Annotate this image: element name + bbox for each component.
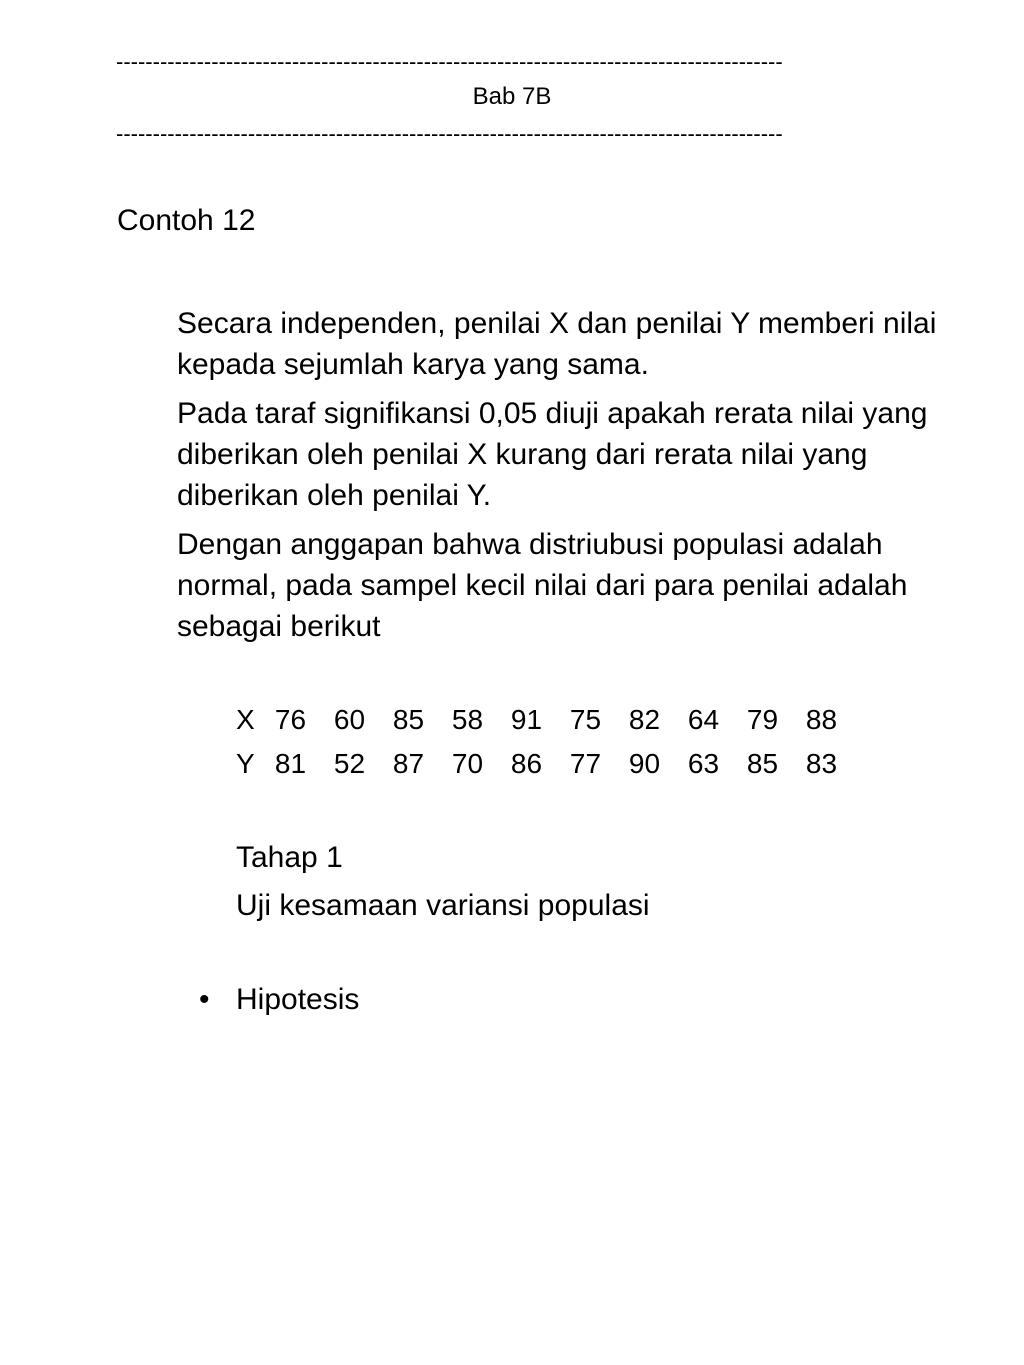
table-cell: 52 bbox=[333, 748, 366, 779]
paragraph-2: Pada taraf signifikansi 0,05 diuji apakah rerata nilai yang diberikan oleh penilai X kurang dari rerata nilai yang diberikan oleh penilai Y. bbox=[177, 397, 928, 512]
table-row-x bbox=[232, 698, 851, 742]
stage-title: Tahap 1 bbox=[236, 841, 343, 874]
table-cell: 75 bbox=[569, 704, 602, 735]
bullet-icon: • bbox=[199, 983, 210, 1016]
table-cell: 87 bbox=[392, 748, 425, 779]
row-label: X bbox=[236, 704, 255, 735]
table-cell: 85 bbox=[746, 748, 779, 779]
table-cell: 83 bbox=[805, 748, 838, 779]
table-cell: 70 bbox=[451, 748, 484, 779]
score-table bbox=[232, 698, 851, 786]
header-title: Bab 7B bbox=[472, 83, 552, 110]
paragraph-1: Secara independen, penilai X dan penilai Y memberi nilai kepada sejumlah karya yang sama. bbox=[177, 307, 937, 381]
table-cell: 58 bbox=[451, 704, 484, 735]
table-cell: 90 bbox=[628, 748, 661, 779]
table-cell: 85 bbox=[392, 704, 425, 735]
header-rule-top: ------------------------------------------------------------------------------------------- bbox=[116, 50, 783, 74]
bullet-item bbox=[199, 980, 359, 1020]
bullet-item-label: Hipotesis bbox=[236, 983, 360, 1016]
stage-subtitle: Uji kesamaan variansi populasi bbox=[236, 889, 650, 922]
table-cell: 77 bbox=[569, 748, 602, 779]
table-cell: 79 bbox=[746, 704, 779, 735]
problem-statement bbox=[177, 303, 967, 655]
table-cell: 76 bbox=[274, 704, 307, 735]
table-cell: 64 bbox=[687, 704, 720, 735]
table-row-y bbox=[232, 742, 851, 786]
table-cell: 60 bbox=[333, 704, 366, 735]
table-cell: 86 bbox=[510, 748, 543, 779]
stage-block bbox=[236, 834, 650, 930]
paragraph-3: Dengan anggapan bahwa distriubusi populasi adalah normal, pada sampel kecil nilai dari para penilai adalah sebagai berikut bbox=[177, 528, 908, 643]
row-label: Y bbox=[236, 748, 255, 779]
table-cell: 63 bbox=[687, 748, 720, 779]
table-cell: 88 bbox=[805, 704, 838, 735]
table-cell: 91 bbox=[510, 704, 543, 735]
example-title: Contoh 12 bbox=[117, 204, 256, 237]
table-cell: 81 bbox=[274, 748, 307, 779]
table-cell: 82 bbox=[628, 704, 661, 735]
header-rule-bottom: ------------------------------------------------------------------------------------------- bbox=[116, 122, 783, 146]
